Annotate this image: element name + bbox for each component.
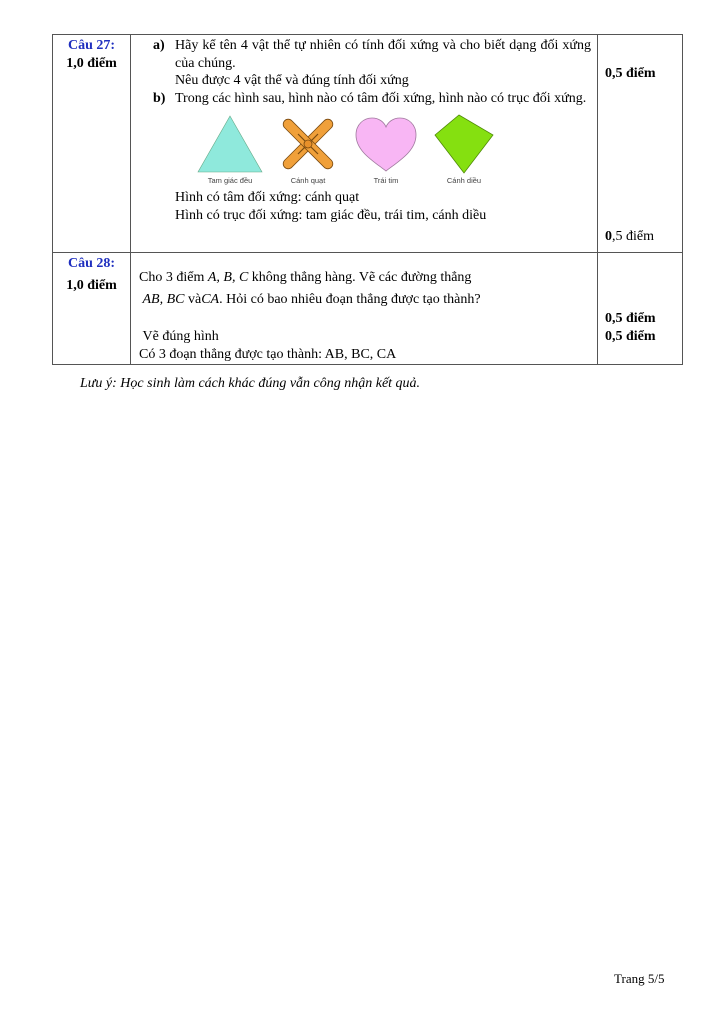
- q28-line-1: [139, 269, 597, 287]
- q27-b-answer-center: Hình có tâm đối xứng: cánh quạt: [175, 190, 360, 205]
- figure-caption: Cánh quạt: [290, 176, 326, 185]
- q27-score-b-first: 0: [605, 229, 612, 244]
- page-footer: Trang 5/5: [614, 971, 665, 986]
- q27-score-b: [598, 228, 654, 246]
- note: Lưu ý: Học sinh làm cách khác đúng vẫn công nhận kết quả.: [80, 376, 421, 391]
- q27-b-text: Trong các hình sau, hình nào có tâm đối xứng, hình nào có trục đối xứng.: [175, 90, 587, 106]
- q28-score-2: 0,5 điểm: [605, 329, 656, 344]
- q27-a-answer: Nêu được 4 vật thể và đúng tính đối xứng: [175, 73, 409, 88]
- q28-text: Cho 3 điểm: [139, 270, 208, 285]
- q27-number: Câu 27:: [67, 38, 116, 53]
- q28-score-1: 0,5 điểm: [605, 311, 656, 326]
- table-row-q28: [53, 253, 683, 365]
- figure-fan: [269, 113, 347, 186]
- q28-number: Câu 28:: [67, 256, 116, 271]
- q27-part-a: [131, 37, 597, 72]
- kite-icon: [429, 113, 499, 175]
- q28-answer-drawing: [139, 328, 597, 346]
- q28-lines-ab-bc: AB, BC: [142, 291, 185, 307]
- fan-blades-icon: [273, 113, 343, 175]
- q28-line-ca: CA: [201, 291, 220, 307]
- q27-a-label: a): [153, 38, 165, 53]
- q28-answer-1: Vẽ đúng hình: [142, 329, 219, 344]
- figure-kite: [425, 113, 503, 186]
- q28-text: và: [184, 291, 202, 307]
- q28-line-2: [139, 291, 597, 309]
- q28-answer-segments: Có 3 đoạn thẳng được tạo thành: AB, BC, CA: [139, 346, 397, 362]
- q27-part-b: [131, 90, 597, 108]
- q28-content-cell: [131, 253, 598, 365]
- figure-caption: Cánh diều: [446, 176, 482, 185]
- table-row-q27: [53, 35, 683, 253]
- q28-points: 1,0 điểm: [66, 277, 117, 293]
- q27-score-a: 0,5 điểm: [605, 66, 656, 81]
- figure-caption: Trái tim: [373, 176, 399, 185]
- grading-table: [52, 34, 683, 365]
- heart-icon: [351, 113, 421, 175]
- q27-label-cell: [53, 35, 131, 253]
- q27-b-answer-axis: Hình có trục đối xứng: tam giác đều, trái tim, cánh diều: [175, 207, 487, 223]
- symmetry-figures: [131, 113, 597, 186]
- q28-label-cell: [53, 253, 131, 365]
- q28-points-abc: A, B, C: [207, 270, 249, 285]
- q27-score-b-rest: ,5 điểm: [612, 229, 654, 244]
- q27-content-cell: [131, 35, 598, 253]
- figure-heart: [347, 113, 425, 186]
- figure-triangle: [191, 113, 269, 186]
- q28-score-cell: [598, 253, 683, 365]
- q27-score-cell: [598, 35, 683, 253]
- q28-text: không thẳng hàng. Vẽ các đường thẳng: [248, 270, 472, 285]
- q28-text: . Hỏi có bao nhiêu đoạn thẳng được tạo thành?: [219, 291, 481, 307]
- equilateral-triangle-icon: [195, 113, 265, 175]
- q27-a-text: Hãy kể tên 4 vật thể tự nhiên có tính đối xứng và cho biết dạng đối xứng của chúng.: [175, 38, 591, 71]
- q27-b-label: b): [153, 90, 166, 106]
- q27-points: 1,0 điểm: [66, 55, 117, 71]
- figure-caption: Tam giác đều: [207, 176, 253, 185]
